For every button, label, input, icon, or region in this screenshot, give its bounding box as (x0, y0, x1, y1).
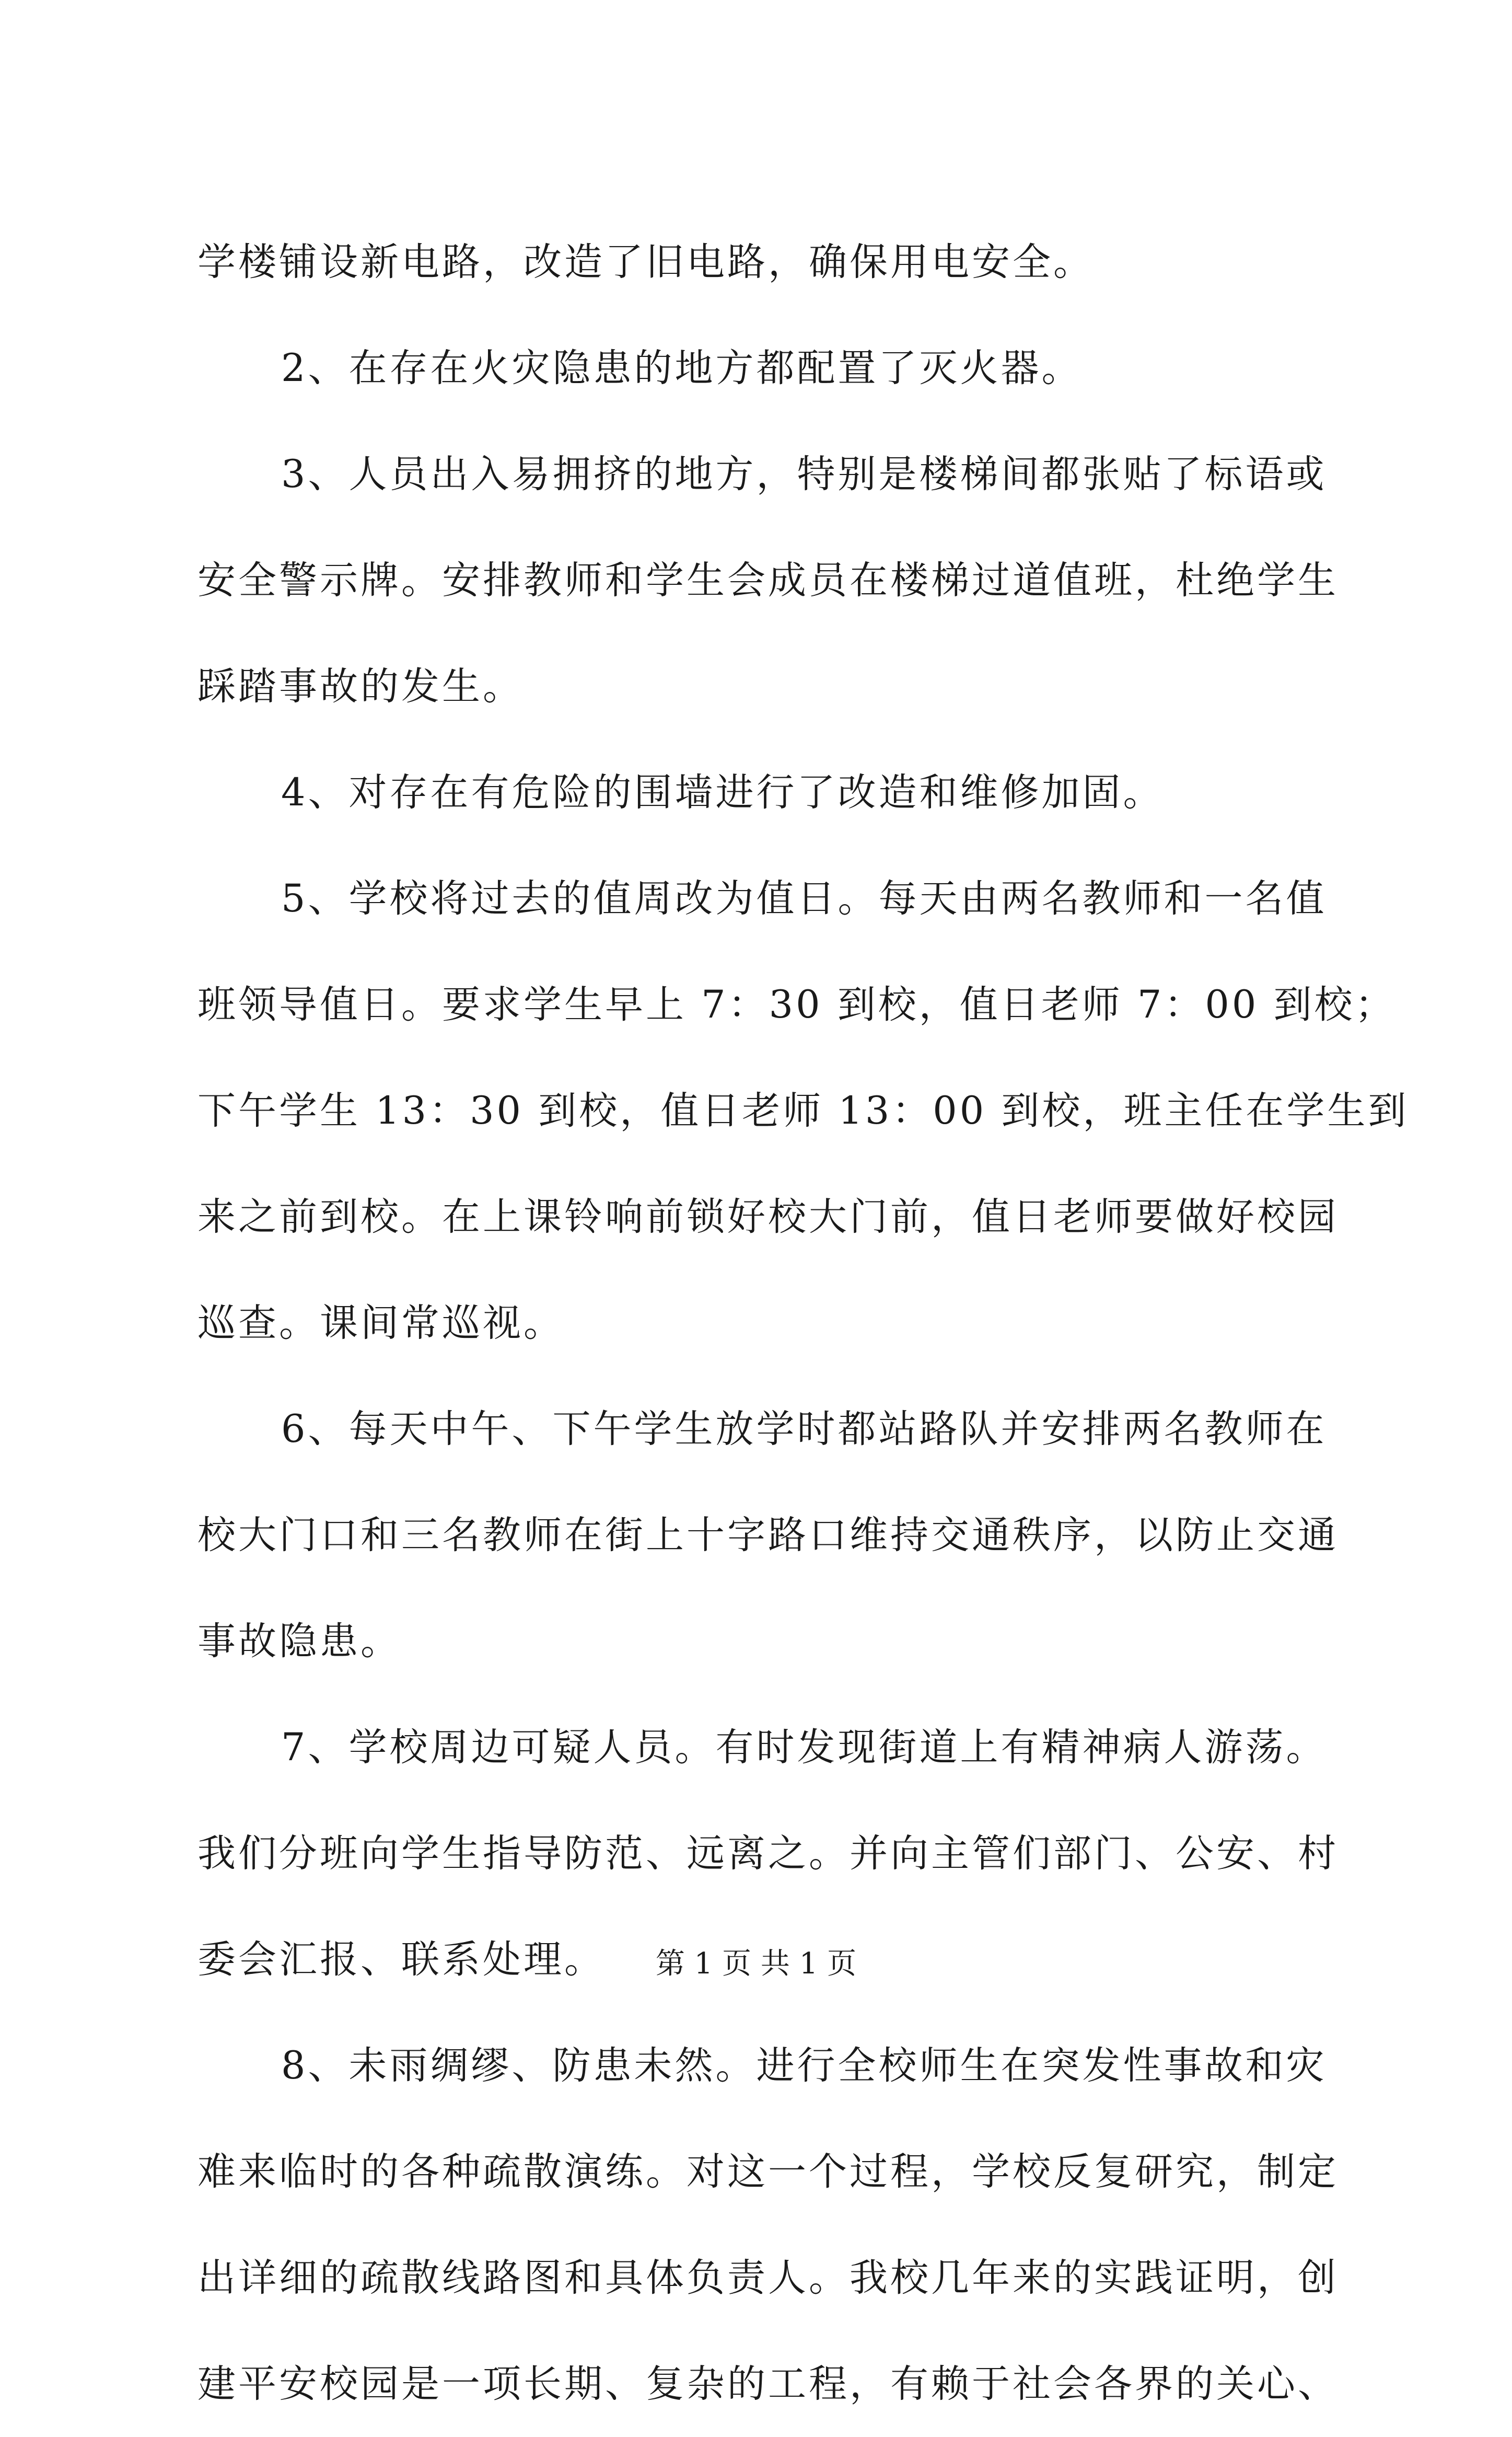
text-line: 8、未雨绸缪、防患未然。进行全校师生在突发性事故和灾 (281, 2043, 1327, 2088)
text-line: 校大门口和三名教师在街上十字路口维持交通秩序，以防止交通 (197, 1513, 1339, 1557)
text-line: 建平安校园是一项长期、复杂的工程，有赖于社会各界的关心、 (197, 2362, 1339, 2406)
text-line: 6、每天中午、下午学生放学时都站路队并安排两名教师在 (281, 1407, 1327, 1451)
document-body (197, 209, 1409, 2437)
text-line: 难来临时的各种疏散演练。对这一个过程，学校反复研究，制定 (197, 2150, 1339, 2194)
text-line: 2、在存在火灾隐患的地方都配置了灭火器。 (281, 346, 1083, 390)
text-line: 我们分班向学生指导防范、远离之。并向主管们部门、公安、村 (197, 1831, 1339, 1876)
text-line: 巡查。课间常巡视。 (197, 1301, 564, 1345)
text-line: 出详细的疏散线路图和具体负责人。我校几年来的实践证明，创 (197, 2256, 1339, 2300)
text-line: 来之前到校。在上课铃响前锁好校大门前，值日老师要做好校园 (197, 1195, 1339, 1239)
text-line: 安全警示牌。安排教师和学生会成员在楼梯过道值班，杜绝学生 (197, 558, 1339, 603)
text-line: 踩踏事故的发生。 (197, 664, 524, 709)
text-line: 5、学校将过去的值周改为值日。每天由两名教师和一名值 (281, 876, 1327, 921)
text-line: 下午学生 13：30 到校，值日老师 13：00 到校，班主任在学生到 (197, 1089, 1409, 1133)
text-line: 4、对存在有危险的围墙进行了改造和维修加固。 (281, 770, 1164, 815)
text-line: 班领导值日。要求学生早上 7：30 到校，值日老师 7：00 到校； (197, 983, 1396, 1027)
text-line: 委会汇报、联系处理。 (197, 1937, 605, 1982)
page-number-footer: 第 1 页 共 1 页 (655, 1947, 857, 1981)
text-line: 事故隐患。 (197, 1619, 401, 1664)
text-line: 学楼铺设新电路，改造了旧电路，确保用电安全。 (197, 240, 1094, 284)
text-line: 7、学校周边可疑人员。有时发现街道上有精神病人游荡。 (281, 1725, 1327, 1770)
text-line: 3、人员出入易拥挤的地方，特别是楼梯间都张贴了标语或 (281, 452, 1327, 496)
